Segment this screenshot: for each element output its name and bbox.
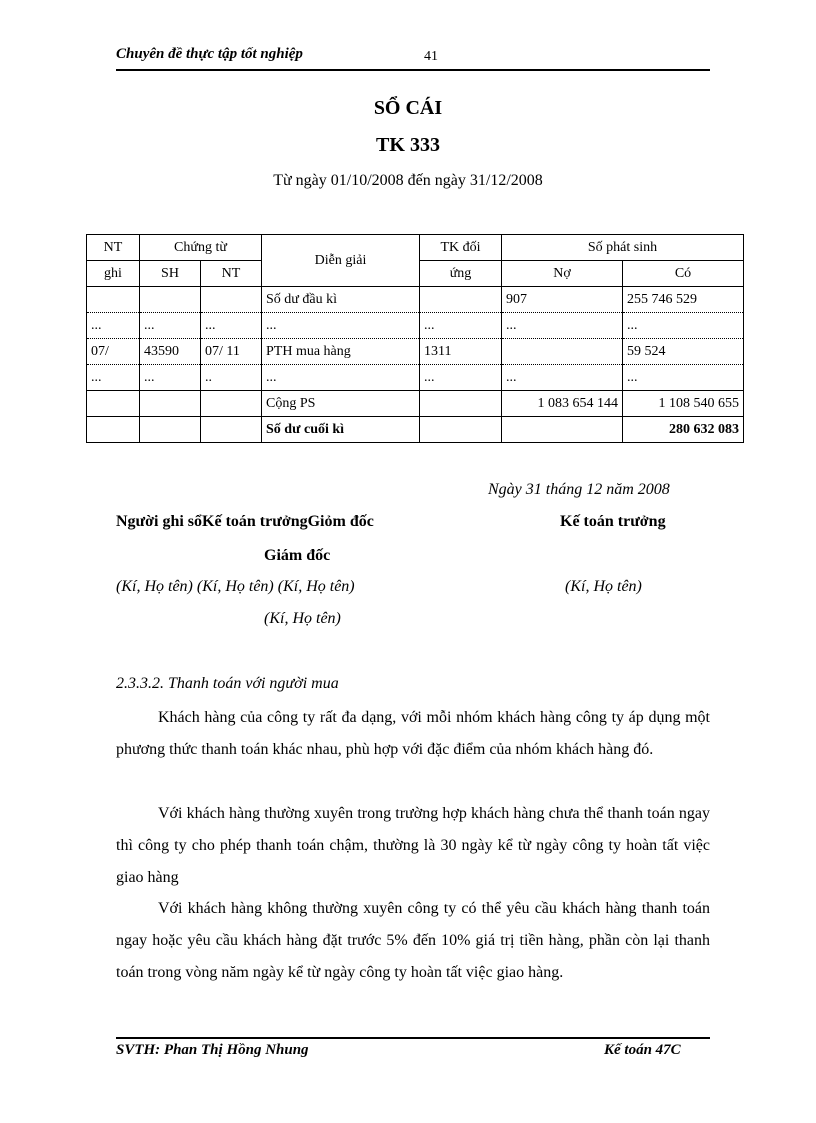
account-title: TK 333 — [376, 134, 440, 156]
section-title: 2.3.3.2. Thanh toán với người mua — [116, 675, 339, 692]
header-dien-giai: Diễn giải — [262, 235, 420, 287]
signature-date: Ngày 31 tháng 12 năm 2008 — [488, 481, 670, 498]
signature-note-director: (Kí, Họ tên) — [264, 610, 341, 627]
ledger-table — [86, 234, 744, 443]
paragraph: Với khách hàng không thường xuyên công ty có thể yêu cầu khách hàng thanh toán ngay hoặc yêu cầu khách hàng đặt trước 5% đến 10% giá trị tiền hàng, phần còn lại thanh toán trong vòng năm ngày kể từ ngày công ty hoàn tất việc giao hàng. — [116, 900, 710, 981]
header-nt: NT — [201, 261, 262, 287]
period-subtitle: Từ ngày 01/10/2008 đến ngày 31/12/2008 — [273, 172, 543, 189]
header-nt-ghi-2: ghi — [87, 261, 140, 287]
footer-student: SVTH: Phan Thị Hồng Nhung — [116, 1042, 309, 1058]
table-row: ... ... .. ... ... ... ... — [87, 365, 744, 391]
table-row: 07/ 43590 07/ 11 PTH mua hàng 1311 59 524 — [87, 339, 744, 365]
header-no: Nợ — [502, 261, 623, 287]
signature-roles-left: Người ghi sổKế toán trưởngGiỏm đốc — [116, 513, 374, 530]
header-title: Chuyên đề thực tập tốt nghiệp — [116, 46, 303, 62]
header-divider — [116, 69, 710, 71]
header-tk-doi-ung-2: ứng — [420, 261, 502, 287]
header-chung-tu: Chứng từ — [140, 235, 262, 261]
header-tk-doi-ung: TK đối — [420, 235, 502, 261]
paragraph: Khách hàng của công ty rất đa dạng, với mỗi nhóm khách hàng công ty áp dụng một phương thức thanh toán khác nhau, phù hợp với đặc điểm của nhóm khách hàng đó. — [116, 709, 710, 758]
table-row: Số dư đầu kì 907 255 746 529 — [87, 287, 744, 313]
footer-class: Kế toán 47C — [604, 1042, 681, 1058]
table-row: Cộng PS 1 083 654 144 1 108 540 655 — [87, 391, 744, 417]
header-nt-ghi: NT — [87, 235, 140, 261]
signature-role-director: Giám đốc — [264, 547, 331, 564]
ledger-title: SỔ CÁI — [373, 97, 443, 119]
signature-role-right: Kế toán trưởng — [560, 513, 666, 530]
signature-note-right: (Kí, Họ tên) — [565, 578, 642, 595]
page-number: 41 — [424, 49, 438, 64]
footer-divider — [116, 1037, 710, 1039]
table-row: ... ... ... ... ... ... ... — [87, 313, 744, 339]
paragraph: Với khách hàng thường xuyên trong trường hợp khách hàng chưa thể thanh toán ngay thì công ty cho phép thanh toán chậm, thường là 30 ngày kể từ ngày công ty hoàn tất việc giao hàng — [116, 805, 710, 886]
header-so-phat-sinh: Số phát sinh — [502, 235, 744, 261]
table-row: Số dư cuối kì 280 632 083 — [87, 417, 744, 443]
signature-notes-left: (Kí, Họ tên) (Kí, Họ tên) (Kí, Họ tên) — [116, 578, 355, 595]
header-sh: SH — [140, 261, 201, 287]
header-co: Có — [623, 261, 744, 287]
